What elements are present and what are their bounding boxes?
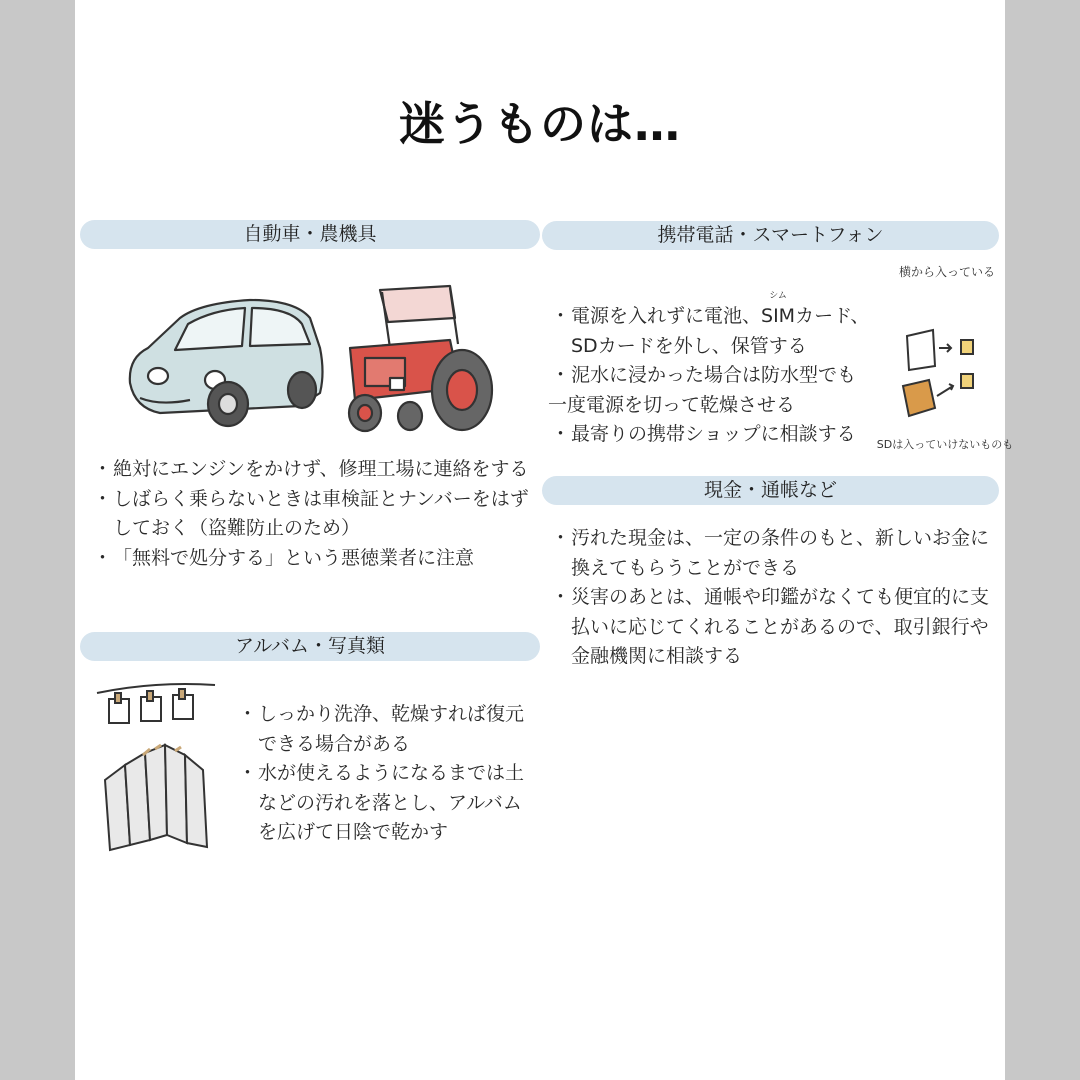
phone-item1-pre: 電源を入れずに電池、 xyxy=(571,305,762,327)
section-header-phones: 携帯電話・スマートフォン xyxy=(542,221,999,250)
note-bottom: SDは入っていけないものも xyxy=(876,438,1014,451)
cash-list xyxy=(551,524,991,672)
note-top: 横から入っている xyxy=(898,265,996,279)
sim-ruby-text: シム xyxy=(769,291,787,301)
phone-item2-line1: 泥水に浸かった場合は防水型でも xyxy=(571,364,857,386)
vehicles-list xyxy=(93,455,538,573)
list-item: ・ 絶対にエンジンをかけず、修理工場に連絡をする xyxy=(93,455,538,485)
phone-card-illustration xyxy=(876,258,1014,463)
car-icon xyxy=(130,300,323,426)
page xyxy=(75,0,1014,1080)
sim-ruby xyxy=(761,291,796,332)
list-item xyxy=(551,291,901,361)
albums-list xyxy=(238,700,538,848)
phone-item2-line2: 一度電源を切って乾燥させる xyxy=(548,393,796,416)
open-albums-icon xyxy=(105,745,207,850)
list-item xyxy=(551,361,901,391)
tractor-icon xyxy=(349,286,492,431)
page-title: 迷うものは… xyxy=(399,97,681,151)
section-header-albums: アルバム・写真類 xyxy=(80,632,540,661)
section-header-vehicles: 自動車・農機具 xyxy=(80,220,540,249)
phone-item1-post: カード、 xyxy=(795,305,870,327)
phones-list xyxy=(548,291,901,450)
list-item: ・ 災害のあとは、通帳や印鑑がなくても便宜的に支払いに応じてくれることがあるので、取引銀行や金融機関に相談する xyxy=(551,583,991,672)
album-drying-illustration xyxy=(95,675,220,860)
list-item: ・ しっかり洗浄、乾燥すれば復元できる場合がある xyxy=(238,700,538,759)
hanging-photos-icon xyxy=(97,684,215,723)
list-item: ・ 汚れた現金は、一定の条件のもと、新しいお金に換えてもらうことができる xyxy=(551,524,991,583)
sim-text: SIM xyxy=(761,305,796,327)
list-item: ・ 「無料で処分する」という悪徳業者に注意 xyxy=(93,544,538,574)
phone-icon xyxy=(903,330,973,416)
section-header-cash: 現金・通帳など xyxy=(542,476,999,505)
list-item: ・ 水が使えるようになるまでは土などの汚れを落とし、アルバムを広げて日陰で乾かす xyxy=(238,759,538,848)
list-item: ・ 最寄りの携帯ショップに相談する xyxy=(551,420,901,450)
phone-item1-line2: SDカードを外し、保管する xyxy=(571,334,807,357)
car-tractor-illustration xyxy=(120,278,500,443)
list-item: ・ しばらく乗らないときは車検証とナンバーをはずしておく（盗難防止のため） xyxy=(93,485,538,544)
